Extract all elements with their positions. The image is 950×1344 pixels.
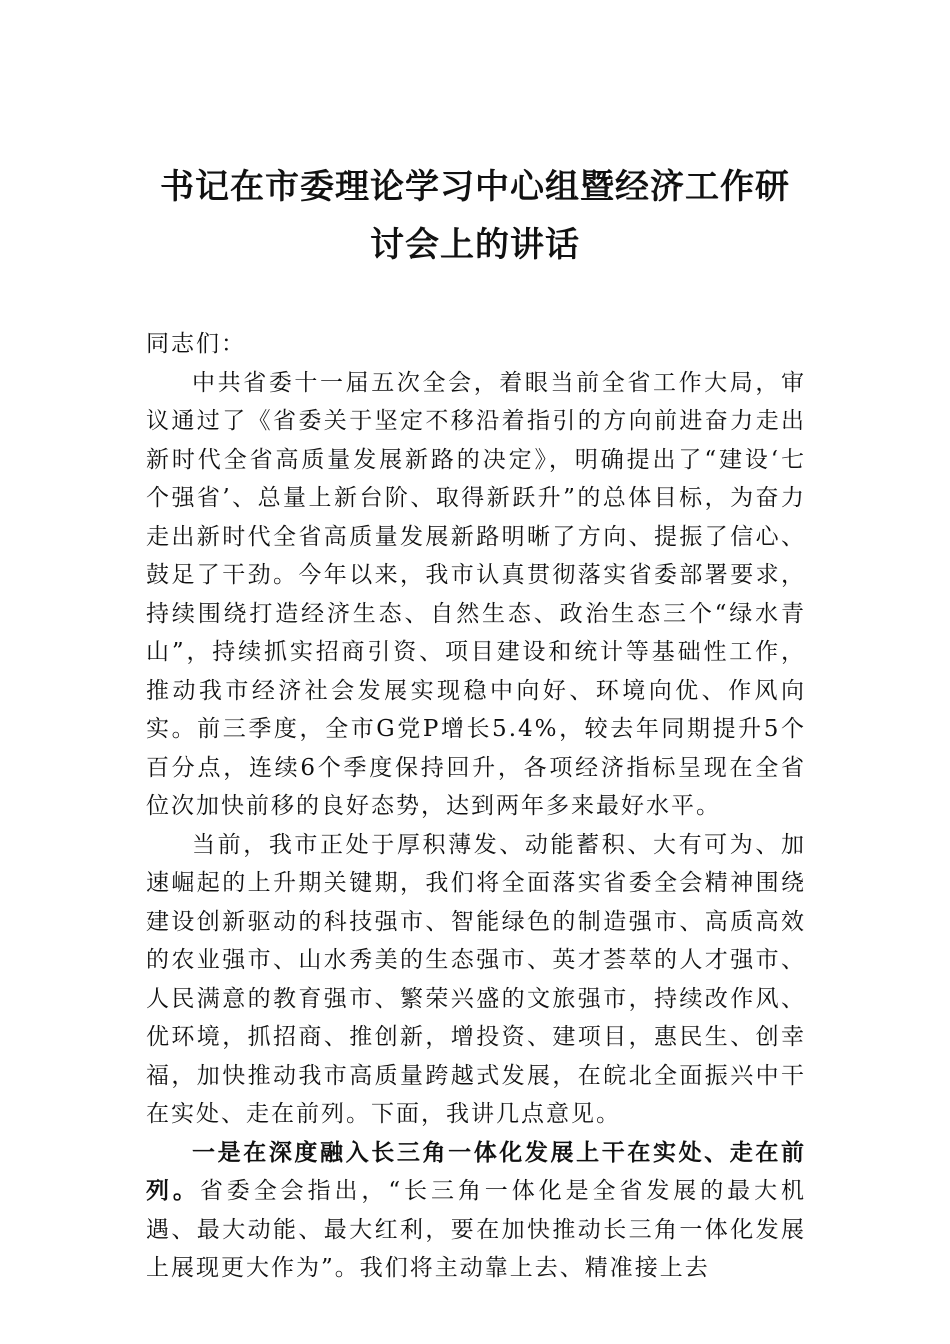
paragraph-3 [146, 1134, 806, 1288]
document-title [140, 158, 810, 274]
paragraph-1-text: 中共省委十一届五次全会，着眼当前全省工作大局，审议通过了《省委关于坚定不移沿着指引的方向前进奋力走出新时代全省高质量发展新路的决定》，明确提出了“建设‘七个强省’、总量上新台阶、取得新跃升”的总体目标，为奋力走出新时代全省高质量发展新路明晰了方向、提振了信心、鼓足了干劲。今年以来，我市认真贯彻落实省委部署要求，持续围绕打造经济生态、自然生态、政治生态三个“绿水青山”，持续抓实招商引资、项目建设和统计等基础性工作，推动我市经济社会发展实现稳中向好、环境向优、作风向实。前三季度，全市G党P增长5.4%，较去年同期提升5个百分点，连续6个季度保持回升，各项经济指标呈现在全省位次加快前移的良好态势，达到两年多来最好水平。 [146, 369, 806, 819]
document-body [146, 325, 806, 1288]
title-line-1: 书记在市委理论学习中心组暨经济工作研 [160, 167, 790, 207]
title-line-2: 讨会上的讲话 [370, 225, 580, 265]
salutation: 同志们： [146, 331, 246, 357]
paragraph-2-text: 当前，我市正处于厚积薄发、动能蓄积、大有可为、加速崛起的上升期关键期，我们将全面落实省委全会精神围绕建设创新驱动的科技强市、智能绿色的制造强市、高质高效的农业强市、山水秀美的生态强市、英才荟萃的人才强市、人民满意的教育强市、繁荣兴盛的文旅强市，持续改作风、优环境，抓招商、推创新，增投资、建项目，惠民生、创幸福，加快推动我市高质量跨越式发展，在皖北全面振兴中干在实处、走在前列。下面，我讲几点意见。 [146, 831, 806, 1127]
paragraph-3-lead: 一是在深度融入长三角一体化发展上干在实处、走在前列。 [146, 1138, 806, 1204]
paragraph-2 [146, 826, 806, 1134]
paragraph-3-text: 省委全会指出，“长三角一体化是全省发展的最大机遇、最大动能、最大红利，要在加快推动长三角一体化发展上展现更大作为”。我们将主动靠上去、精准接上去 [146, 1178, 806, 1281]
paragraph-1 [146, 364, 806, 826]
